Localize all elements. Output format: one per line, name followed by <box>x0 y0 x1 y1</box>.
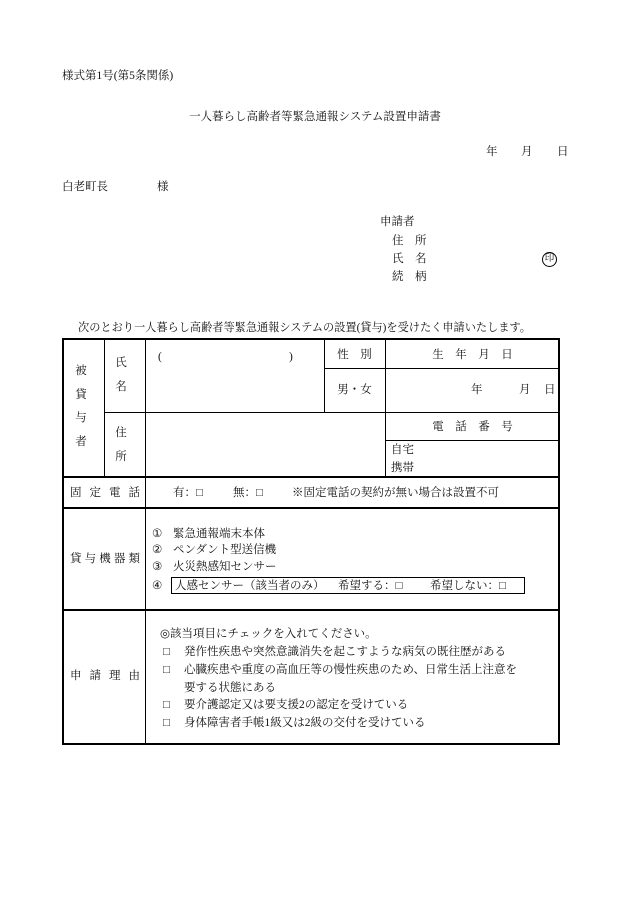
reason-item-text: 身体障害者手帳1級又は2級の交付を受けている <box>184 717 426 729</box>
table-row-divider <box>62 507 560 509</box>
landline-yes-label: 有： <box>173 487 196 499</box>
motion-sensor-want-option <box>338 579 402 593</box>
date-month-label: 月 <box>521 146 533 158</box>
form-number: 様式第1号(第5条関係) <box>62 70 174 82</box>
recipient-name-label: 氏名 <box>115 357 127 393</box>
equipment-item-text: 緊急通報端末本体 <box>173 528 265 540</box>
landline-no-option <box>233 486 263 500</box>
phone-header: 電 話 番 号 <box>432 421 513 433</box>
motion-sensor-not-want-checkbox[interactable]: □ <box>499 580 506 592</box>
landline-yes-checkbox[interactable]: □ <box>196 487 203 499</box>
equipment-item-text: 火災熱感知センサー <box>173 561 277 573</box>
name-close-paren: ) <box>289 351 293 363</box>
applicant-address-label: 住 所 <box>392 235 427 247</box>
landline-no-label: 無： <box>233 487 256 499</box>
table-row-divider <box>62 476 560 478</box>
phone-home-label: 自宅 <box>391 444 414 456</box>
motion-sensor-not-want-label: 希望しない： <box>430 580 499 592</box>
table-line <box>385 440 560 441</box>
applicant-relationship-label: 続 柄 <box>392 271 427 283</box>
reason-item-text: 心臓疾患や重度の高血圧等の慢性疾患のため、日常生活上注意を <box>184 664 518 676</box>
applicant-relationship-field[interactable] <box>440 268 560 285</box>
form-title: 一人暮らし高齢者等緊急通報システム設置申請書 <box>189 111 441 123</box>
addressee-name: 白老町長 <box>62 181 108 193</box>
reason-item-text: 発作性疾患や突然意識消失を起こすような病気の既往歴がある <box>184 646 506 658</box>
equipment-optional-number: ④ <box>152 580 163 592</box>
birthdate-header: 生 年 月 日 <box>432 349 513 361</box>
birthdate-year-label: 年 <box>471 384 483 396</box>
motion-sensor-want-label: 希望する： <box>338 580 396 592</box>
reason-item-text-continued: 要する状態にある <box>184 682 276 694</box>
landline-no-checkbox[interactable]: □ <box>256 487 263 499</box>
reason-checkbox[interactable]: □ <box>163 717 170 729</box>
table-row-divider <box>62 609 560 611</box>
reason-checkbox[interactable]: □ <box>163 699 170 711</box>
phone-mobile-label: 携帯 <box>391 462 414 474</box>
birthdate-day-label: 日 <box>544 384 556 396</box>
intro-text: 次のとおり一人暮らし高齢者等緊急通報システムの設置(貸与)を受けたく申請いたします。 <box>78 322 531 334</box>
table-line <box>104 338 105 477</box>
name-open-paren: ( <box>158 351 162 363</box>
equipment-item-number: ② <box>152 544 163 556</box>
landline-note: ※固定電話の契約が無い場合は設置不可 <box>292 487 499 499</box>
equipment-label: 貸与機器類 <box>70 553 140 565</box>
landline-yes-option <box>173 486 203 500</box>
reason-label: 申請理由 <box>70 670 140 682</box>
equipment-item-number: ① <box>152 528 163 540</box>
recipient-address-field[interactable] <box>146 413 384 475</box>
seal-mark-icon: 印 <box>542 252 557 267</box>
equipment-item-number: ③ <box>152 561 163 573</box>
applicant-label: 申請者 <box>380 216 415 228</box>
reason-item-text: 要介護認定又は要支援2の認定を受けている <box>184 699 409 711</box>
recipient-section-label: 被貸与者 <box>75 365 87 448</box>
recipient-address-label: 住所 <box>115 427 127 463</box>
phone-mobile-field[interactable] <box>416 459 558 475</box>
recipient-name-field[interactable] <box>146 339 323 411</box>
applicant-name-label: 氏 名 <box>392 253 427 265</box>
reason-checkbox[interactable]: □ <box>163 664 170 676</box>
landline-label: 固定電話 <box>70 487 140 499</box>
motion-sensor-not-want-option <box>430 579 506 593</box>
motion-sensor-want-checkbox[interactable]: □ <box>395 580 403 592</box>
gender-options[interactable]: 男・女 <box>337 384 372 396</box>
addressee-honorific: 様 <box>157 181 169 193</box>
reason-checkbox[interactable]: □ <box>163 646 170 658</box>
phone-home-field[interactable] <box>416 442 558 458</box>
motion-sensor-text: 人感センサー（該当者のみ） <box>175 580 325 592</box>
reason-instruction: ◎該当項目にチェックを入れてください。 <box>160 628 377 640</box>
applicant-address-field[interactable] <box>440 232 560 249</box>
gender-header: 性 別 <box>337 349 372 361</box>
applicant-name-field[interactable] <box>440 250 538 267</box>
date-day-label: 日 <box>557 146 569 158</box>
equipment-item-text: ペンダント型送信機 <box>173 544 277 556</box>
date-year-label: 年 <box>486 146 498 158</box>
birthdate-month-label: 月 <box>519 384 531 396</box>
